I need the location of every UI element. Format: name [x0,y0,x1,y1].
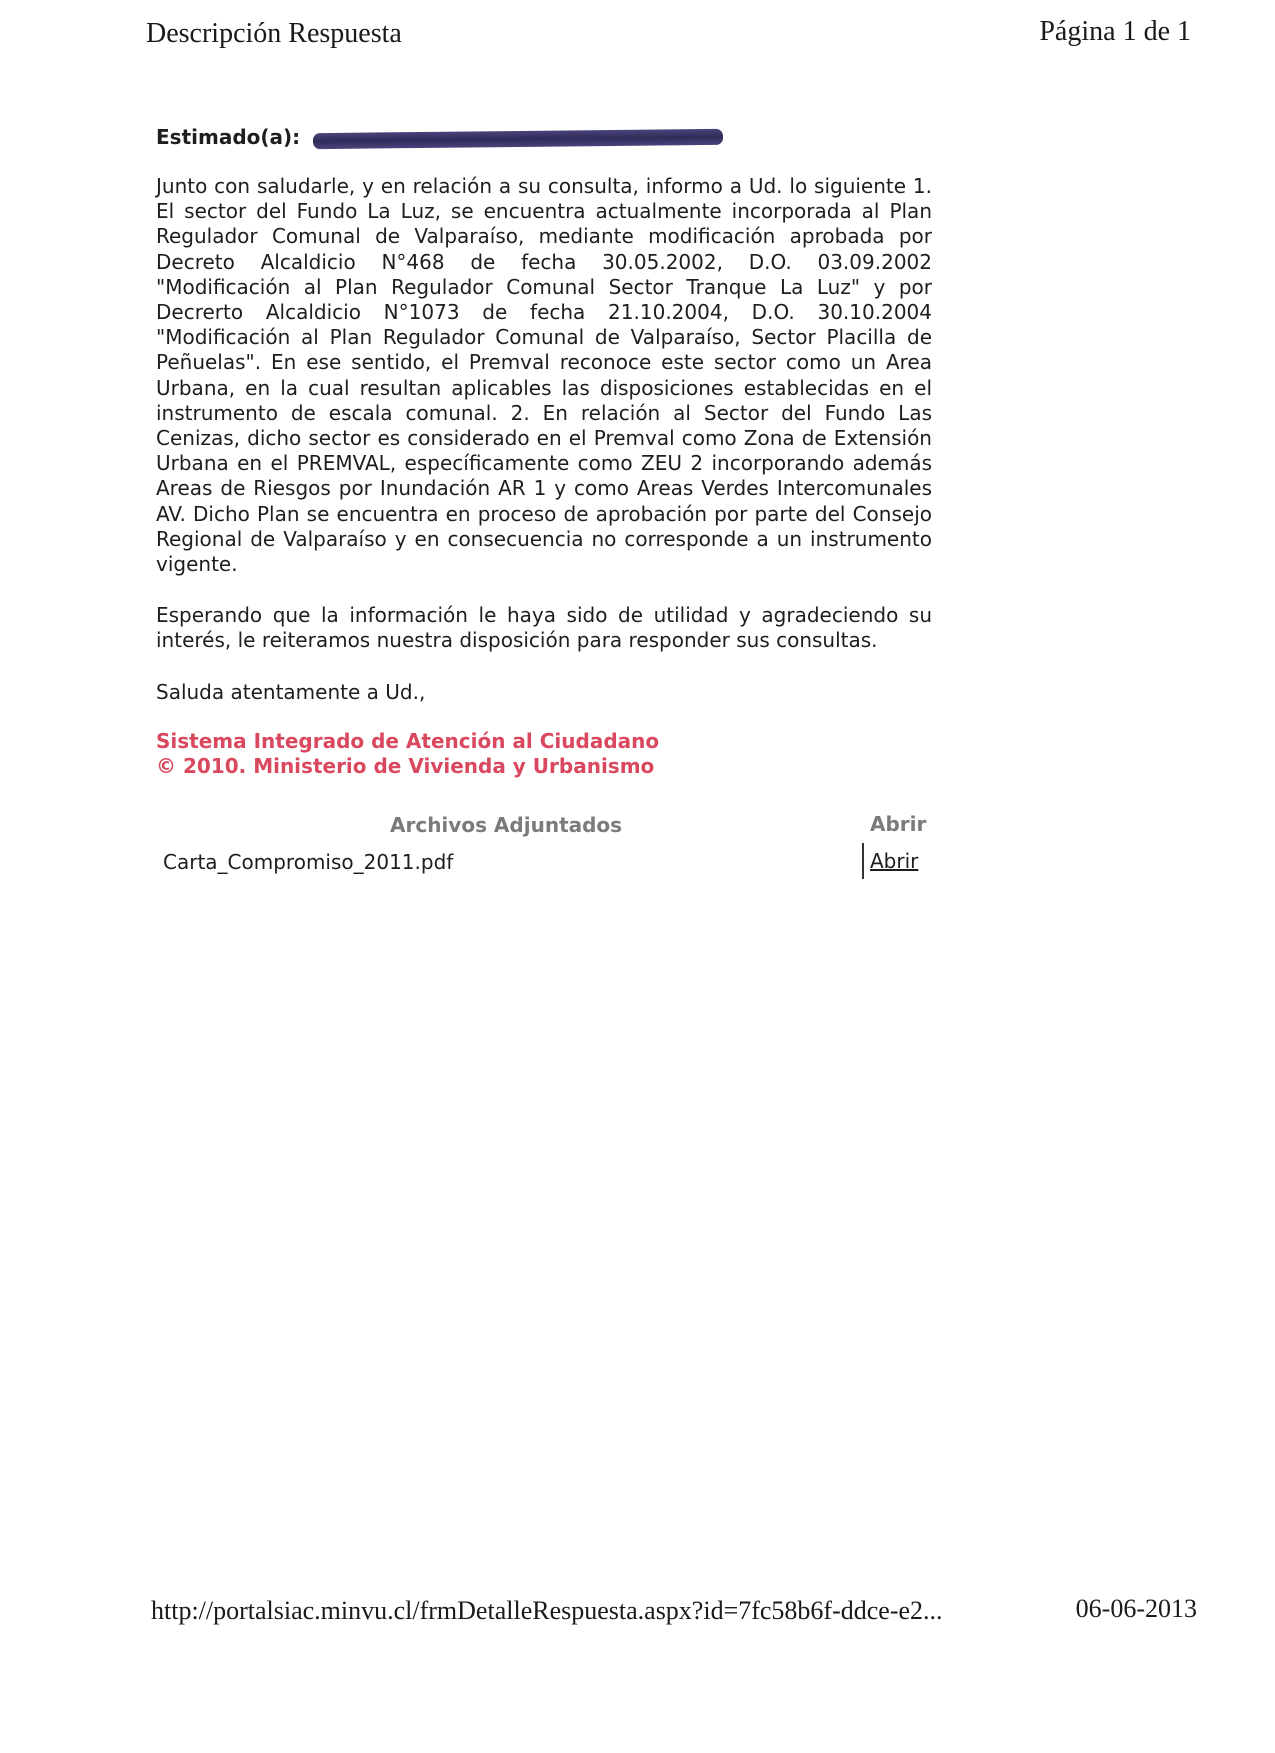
letter-body: Junto con saludarle, y en relación a su consulta, informo a Ud. lo siguiente 1. El sector del Fundo La Luz, se encuentra actualmente incorporada al Plan Regulador Comunal de Valparaíso, mediante modificación aprobada por Decreto Alcaldicio N°468 de fecha 30.05.2002, D.O. 03.09.2002 "Modificación al Plan Regulador Comunal Sector Tranque La Luz" y por Decrerto Alcaldicio N°1073 de fecha 21.10.2004, D.O. 30.10.2004 "Modificación al Plan Regulador Comunal de Valparaíso, Sector Placilla de Peñuelas". En ese sentido, el Premval reconoce este sector como un Area Urbana, en la cual resultan aplicables las disposiciones establecidas en el instrumento de escala comunal. 2. En relación al Sector del Fundo Las Cenizas, dicho sector es considerado en el Premval como Zona de Extensión Urbana en el PREMVAL, específicamente como ZEU 2 incorporando además Areas de Riesgos por Inundación AR 1 y como Areas Verdes Intercomunales AV. Dicho Plan se encuentra en proceso de aprobación por parte del Consejo Regional de Valparaíso y en consecuencia no corresponde a un instrumento vigente. [156,174,932,577]
signature-organization: Sistema Integrado de Atención al Ciudadano [156,729,660,753]
page-header-title: Descripción Respuesta [146,18,402,49]
attachment-open-link[interactable]: Abrir [870,849,919,873]
page-number: Página 1 de 1 [1039,16,1191,47]
attachment-divider [862,843,864,879]
footer-date: 06-06-2013 [1075,1594,1197,1623]
attachment-filename: Carta_Compromiso_2011.pdf [163,850,454,874]
greeting-label: Estimado(a): [156,125,301,149]
attachments-header: Archivos Adjuntados [390,813,623,837]
letter-closing: Esperando que la información le haya sido de utilidad y agradeciendo su interés, le reiteramos nuestra disposición para responder sus consultas. [156,603,932,653]
redacted-name [313,128,723,148]
signature-copyright: © 2010. Ministerio de Vivienda y Urbanismo [156,754,655,778]
greeting [156,125,723,149]
footer-url: http://portalsiac.minvu.cl/frmDetalleRespuesta.aspx?id=7fc58b6f-ddce-e2... [151,1596,943,1625]
open-column-header: Abrir [870,812,927,836]
salutation: Saluda atentamente a Ud., [156,680,426,704]
